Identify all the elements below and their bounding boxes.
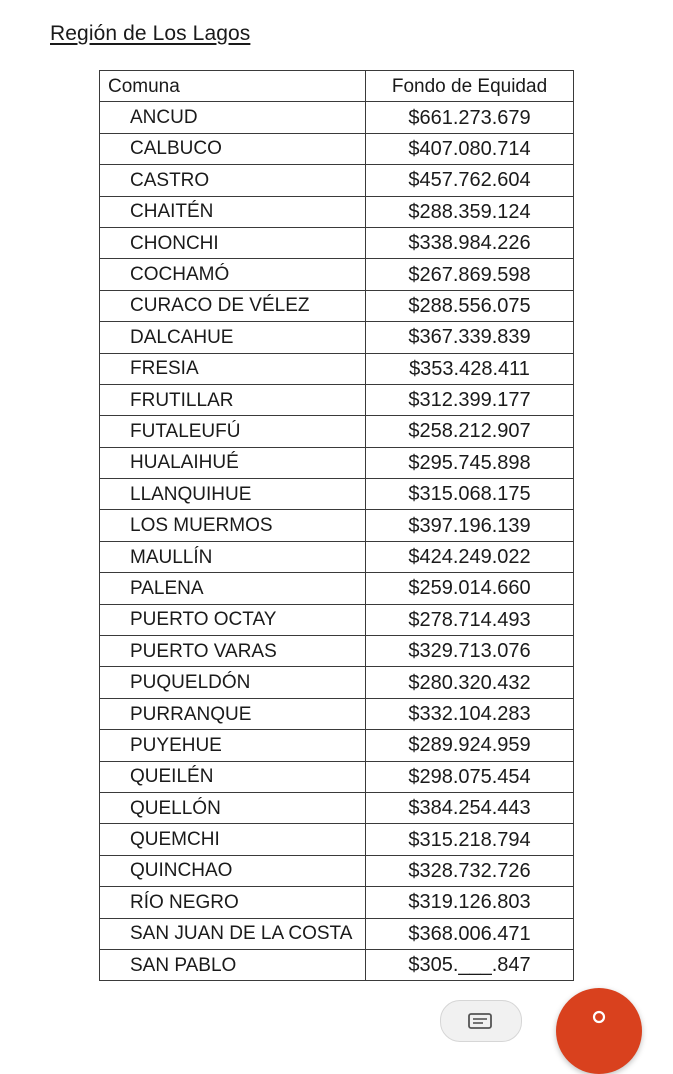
fondo-cell: $332.104.283: [366, 698, 574, 729]
table-row: [100, 447, 574, 478]
comments-button[interactable]: [440, 1000, 522, 1042]
table-row: [100, 573, 574, 604]
table-row: [100, 510, 574, 541]
comuna-cell: QUEMCHI: [100, 824, 366, 855]
table-row: [100, 416, 574, 447]
comuna-cell: ANCUD: [100, 102, 366, 133]
equity-fund-table: [99, 70, 574, 981]
fondo-cell: $338.984.226: [366, 227, 574, 258]
fondo-cell: $267.869.598: [366, 259, 574, 290]
fondo-cell: $329.713.076: [366, 636, 574, 667]
table-row: [100, 949, 574, 980]
comuna-cell: COCHAMÓ: [100, 259, 366, 290]
fondo-cell: $368.006.471: [366, 918, 574, 949]
table-row: [100, 541, 574, 572]
fondo-cell: $295.745.898: [366, 447, 574, 478]
fondo-cell: $319.126.803: [366, 887, 574, 918]
table-row: [100, 792, 574, 823]
table-body: [100, 102, 574, 981]
comuna-cell: PUYEHUE: [100, 730, 366, 761]
fondo-cell: $457.762.604: [366, 165, 574, 196]
table-row: [100, 290, 574, 321]
fondo-cell: $278.714.493: [366, 604, 574, 635]
document-title: Región de Los Lagos: [50, 22, 251, 45]
table-row: [100, 761, 574, 792]
comuna-cell: FRUTILLAR: [100, 384, 366, 415]
comuna-cell: HUALAIHUÉ: [100, 447, 366, 478]
table-row: [100, 196, 574, 227]
comuna-cell: DALCAHUE: [100, 322, 366, 353]
table-row: [100, 604, 574, 635]
fondo-cell: $305.___.847: [366, 949, 574, 980]
comuna-cell: QUELLÓN: [100, 792, 366, 823]
comuna-cell: CHONCHI: [100, 227, 366, 258]
comuna-cell: QUINCHAO: [100, 855, 366, 886]
comuna-cell: PUERTO VARAS: [100, 636, 366, 667]
fondo-cell: $315.068.175: [366, 479, 574, 510]
table-row: [100, 353, 574, 384]
comuna-cell: FUTALEUFÚ: [100, 416, 366, 447]
fondo-cell: $661.273.679: [366, 102, 574, 133]
table-row: [100, 322, 574, 353]
fondo-cell: $367.339.839: [366, 322, 574, 353]
fondo-cell: $259.014.660: [366, 573, 574, 604]
comuna-cell: CHAITÉN: [100, 196, 366, 227]
table-row: [100, 165, 574, 196]
comuna-cell: CURACO DE VÉLEZ: [100, 290, 366, 321]
fondo-cell: $397.196.139: [366, 510, 574, 541]
table-row: [100, 730, 574, 761]
table-row: [100, 918, 574, 949]
table-row: [100, 102, 574, 133]
comuna-cell: CALBUCO: [100, 133, 366, 164]
fondo-cell: $353.428.411: [366, 353, 574, 384]
table-row: [100, 698, 574, 729]
table-row: [100, 667, 574, 698]
table-row: [100, 636, 574, 667]
table-header-row: [100, 71, 574, 102]
comuna-cell: RÍO NEGRO: [100, 887, 366, 918]
table-row: [100, 133, 574, 164]
table-row: [100, 384, 574, 415]
table-row: [100, 887, 574, 918]
table-row: [100, 227, 574, 258]
comuna-cell: PALENA: [100, 573, 366, 604]
comuna-cell: PUQUELDÓN: [100, 667, 366, 698]
comuna-cell: FRESIA: [100, 353, 366, 384]
fondo-cell: $288.556.075: [366, 290, 574, 321]
fondo-cell: $298.075.454: [366, 761, 574, 792]
comuna-cell: SAN PABLO: [100, 949, 366, 980]
fondo-cell: $315.218.794: [366, 824, 574, 855]
table-row: [100, 479, 574, 510]
table-row: [100, 855, 574, 886]
header-comuna: Comuna: [100, 71, 366, 102]
fondo-cell: $424.249.022: [366, 541, 574, 572]
comuna-cell: PURRANQUE: [100, 698, 366, 729]
comuna-cell: LOS MUERMOS: [100, 510, 366, 541]
comuna-cell: MAULLÍN: [100, 541, 366, 572]
table-row: [100, 824, 574, 855]
fondo-cell: $407.080.714: [366, 133, 574, 164]
fondo-cell: $312.399.177: [366, 384, 574, 415]
fondo-cell: $289.924.959: [366, 730, 574, 761]
comment-icon: [468, 1013, 492, 1031]
fondo-cell: $258.212.907: [366, 416, 574, 447]
table-row: [100, 259, 574, 290]
comuna-cell: QUEILÉN: [100, 761, 366, 792]
comuna-cell: SAN JUAN DE LA COSTA: [100, 918, 366, 949]
fondo-cell: $384.254.443: [366, 792, 574, 823]
comuna-cell: CASTRO: [100, 165, 366, 196]
header-fondo-de-equidad: Fondo de Equidad: [366, 71, 574, 102]
comuna-cell: LLANQUIHUE: [100, 479, 366, 510]
comuna-cell: PUERTO OCTAY: [100, 604, 366, 635]
fondo-cell: $328.732.726: [366, 855, 574, 886]
fondo-cell: $288.359.124: [366, 196, 574, 227]
share-fab-button[interactable]: [556, 988, 642, 1074]
person-icon: [590, 1010, 608, 1028]
fondo-cell: $280.320.432: [366, 667, 574, 698]
